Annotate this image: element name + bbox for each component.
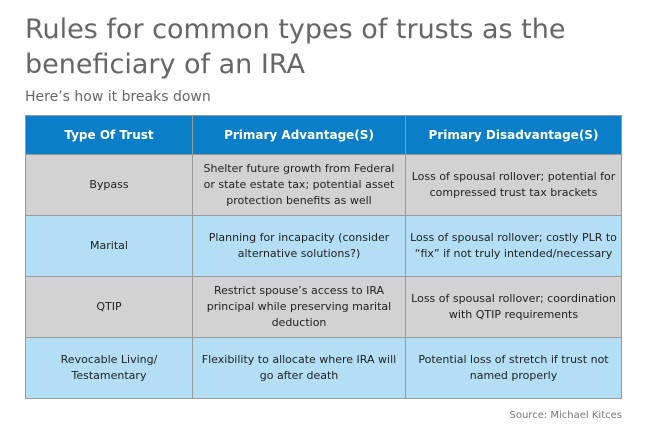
cell-advantage: Planning for incapacity (consider alternative solutions?) xyxy=(193,216,406,277)
table-row-bypass xyxy=(26,155,622,216)
source-note: Source: Michael Kitces xyxy=(509,410,622,421)
table-row-qtip xyxy=(26,277,622,338)
trust-rules-table xyxy=(25,115,622,399)
cell-disadvantage: Potential loss of stretch if trust not named properly xyxy=(406,338,622,399)
column-header-disadvantage: Primary Disadvantage(S) xyxy=(406,116,622,155)
cell-advantage: Restrict spouse’s access to IRA principal while preserving marital deduction xyxy=(193,277,406,338)
cell-trust-type: Revocable Living/ Testamentary xyxy=(26,338,193,399)
table-header-row xyxy=(26,116,622,155)
cell-trust-type: Bypass xyxy=(26,155,193,216)
page-title: Rules for common types of trusts as the beneficiary of an IRA xyxy=(25,14,566,80)
cell-advantage: Shelter future growth from Federal or state estate tax; potential asset protection benefits as well xyxy=(193,155,406,216)
cell-advantage: Flexibility to allocate where IRA will go after death xyxy=(193,338,406,399)
page-subtitle: Here’s how it breaks down xyxy=(25,89,211,105)
column-header-advantage: Primary Advantage(S) xyxy=(193,116,406,155)
cell-trust-type: Marital xyxy=(26,216,193,277)
column-header-type: Type Of Trust xyxy=(26,116,193,155)
cell-disadvantage: Loss of spousal rollover; costly PLR to “fix” if not truly intended/necessary xyxy=(406,216,622,277)
cell-disadvantage: Loss of spousal rollover; coordination with QTIP requirements xyxy=(406,277,622,338)
table-row-revocable xyxy=(26,338,622,399)
table-row-marital xyxy=(26,216,622,277)
cell-disadvantage: Loss of spousal rollover; potential for compressed trust tax brackets xyxy=(406,155,622,216)
cell-trust-type: QTIP xyxy=(26,277,193,338)
